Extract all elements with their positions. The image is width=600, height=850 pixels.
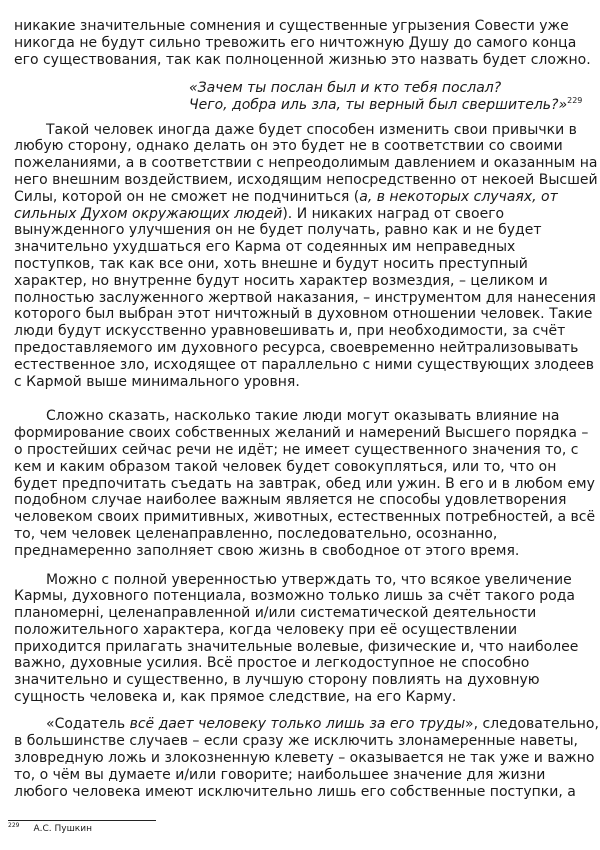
text-line — [14, 273, 594, 290]
italic-text: «Зачем ты послан был и кто тебя послал? — [189, 79, 502, 96]
text-line — [14, 509, 594, 526]
text-line — [14, 459, 594, 476]
text-segment: кем и каким образом такой человек будет совокупляться, или то, что он — [14, 458, 557, 475]
italic-text: сильных Духом окружающих людей — [14, 205, 283, 222]
text-line — [14, 357, 594, 374]
footnote-ref: 229 — [567, 95, 583, 105]
text-line — [14, 138, 594, 155]
text-segment: зловредную ложь и злокозненную клевету – оказывается не так уже и важно — [14, 750, 595, 767]
text-line — [14, 672, 594, 689]
text-segment: ). И никаких наград от своего — [282, 205, 505, 222]
text-segment: важно, духовные усилия. Всё простое и легкодоступное не способно — [14, 655, 530, 672]
text-segment: Сложно сказать, насколько такие люди могут оказывать влияние на — [46, 408, 560, 425]
text-line — [14, 52, 594, 69]
text-segment: о простейших сейчас речи не идёт; не имеет существенного значения то, с — [14, 441, 579, 458]
text-line — [14, 655, 594, 672]
text-line — [14, 206, 594, 223]
paragraph — [14, 121, 598, 391]
text-segment: то, о чём вы думаете и/или говорите; наибольшее значение для жизни — [14, 766, 546, 783]
text-line — [14, 784, 594, 801]
text-segment: «Содатель — [46, 716, 130, 733]
text-line — [14, 526, 594, 543]
text-line — [14, 767, 594, 784]
text-line — [14, 122, 594, 139]
italic-text: всё дает человеку только лишь за его труды — [129, 716, 466, 733]
italic-text: Чего, добра иль зла, ты верный был свершитель?» — [189, 96, 568, 113]
footnote-divider — [8, 820, 156, 821]
paragraph — [14, 408, 594, 559]
text-segment: поступков, так как все они, хоть внешне и будут носить преступный — [14, 255, 528, 272]
text-segment: вынужденного улучшения он не будет получать, равно как и не будет — [14, 222, 542, 239]
text-line — [14, 323, 594, 340]
italic-text: а, в некоторых случаях, от — [359, 188, 558, 205]
text-segment: подобном случае наиболее важным является не способы удовлетворения — [14, 492, 567, 509]
footnote-text: А.С. Пушкин — [33, 824, 92, 834]
text-segment: Кармы, духовного потенциала, возможно только лишь за счёт такого рода — [14, 588, 575, 605]
text-segment: любую сторону, однако делать он это будет не в соответствии со своими — [14, 138, 563, 155]
text-line — [14, 442, 594, 459]
text-segment: будет предпочитать съедать на завтрак, обед или ужин. В его и в любом ему — [14, 475, 595, 492]
text-segment: никогда не будут сильно тревожить его ничтожную Душу до самого конца — [14, 34, 577, 51]
text-line — [14, 18, 594, 35]
text-segment: пожеланиями, а в соответствии с непреодолимым давлением и оказанным на — [14, 155, 598, 172]
text-line — [14, 239, 594, 256]
text-segment: естественное зло, исходящее от параллельно с ними существующих злодеев — [14, 356, 595, 373]
epigraph-quote — [14, 80, 594, 114]
text-line — [14, 290, 594, 307]
text-segment: преднамеренно заполняет свою жизнь в свободное от этого время. — [14, 542, 520, 559]
text-line — [14, 622, 594, 639]
text-segment: то, чем человек целенаправленно, последовательно, осознанно, — [14, 525, 498, 542]
footnote — [8, 824, 92, 835]
text-segment: полностью заслуженного жертвой наказания, – инструментом для нанесения — [14, 289, 596, 306]
text-segment: приходится прилагать значительные волевые, физические и, что наиболее — [14, 638, 579, 655]
text-segment: никакие значительные сомнения и существенные угрызения Совести уже — [14, 18, 569, 34]
text-segment: значительно ухудшаться его Карма от содеянных им неправедных — [14, 239, 516, 256]
text-line — [14, 716, 599, 733]
text-segment: которого был выбран этот ничтожный в духовном отношении человек. Такие — [14, 306, 593, 323]
text-segment: Такой человек иногда даже будет способен изменить свои привычки в — [46, 121, 577, 138]
text-segment: », следовательно, — [465, 716, 599, 733]
text-line — [14, 750, 594, 767]
text-line — [14, 408, 594, 425]
text-line — [14, 639, 594, 656]
text-segment: планомерні, целенаправленной и/или систематической деятельности — [14, 605, 537, 622]
text-line — [14, 306, 594, 323]
text-segment: формирование своих собственных желаний и намерений Высшего порядка – — [14, 425, 589, 442]
text-line — [14, 492, 594, 509]
text-segment: с Кармой выше минимального уровня. — [14, 373, 300, 390]
text-line — [14, 689, 594, 706]
text-segment: в большинстве случаев – если сразу же исключить злонамеренные наветы, — [14, 733, 578, 750]
text-line — [14, 543, 594, 560]
footnote-number: 229 — [8, 822, 20, 829]
text-line — [14, 374, 594, 391]
text-segment: его существования, так как полноценной жизнью это назвать будет сложно. — [14, 51, 591, 68]
text-line — [14, 605, 594, 622]
text-segment: положительного характера, когда человеку при её осуществлении — [14, 621, 518, 638]
text-segment: предоставляемого им духовного ресурса, своевременно нейтрализовывать — [14, 339, 579, 356]
text-line — [14, 171, 598, 189]
text-segment: значительно и существенно, в лучшую сторону повлиять на духовную — [14, 672, 540, 689]
text-line — [14, 35, 594, 52]
text-segment: Силы, которой он не сможет не подчиниться ( — [14, 188, 360, 205]
text-segment: Можно с полной уверенностью утверждать то, что всякое увеличение — [46, 571, 572, 588]
paragraph — [14, 716, 599, 800]
paragraph — [14, 18, 594, 68]
document-page — [14, 18, 599, 800]
text-line — [14, 572, 594, 589]
text-segment: человеком своих примитивных, животных, естественных потребностей, а всё — [14, 509, 596, 526]
text-segment: сущность человека и, как прямое следствие, на его Карму. — [14, 689, 457, 706]
text-line — [14, 256, 594, 273]
text-line — [14, 189, 594, 206]
text-line — [14, 425, 594, 442]
text-line — [14, 476, 594, 493]
text-line — [14, 588, 594, 605]
text-line — [189, 80, 594, 97]
text-segment: любого человека имеют исключительно лишь его собственные поступки, а — [14, 783, 576, 800]
text-line — [14, 340, 594, 357]
text-segment: характер, но внутренне будут носить характер возмездия, – целиком и — [14, 272, 548, 289]
text-line — [189, 97, 594, 114]
text-line — [14, 733, 594, 750]
text-line — [14, 155, 598, 172]
text-segment: люди будут искусственно уравновешивать и, при необходимости, за счёт — [14, 323, 566, 340]
paragraph — [14, 572, 594, 706]
text-line — [14, 222, 594, 239]
text-segment: него внешним воздействием, исходящим непосредственно от некоей Высшей — [14, 171, 598, 188]
